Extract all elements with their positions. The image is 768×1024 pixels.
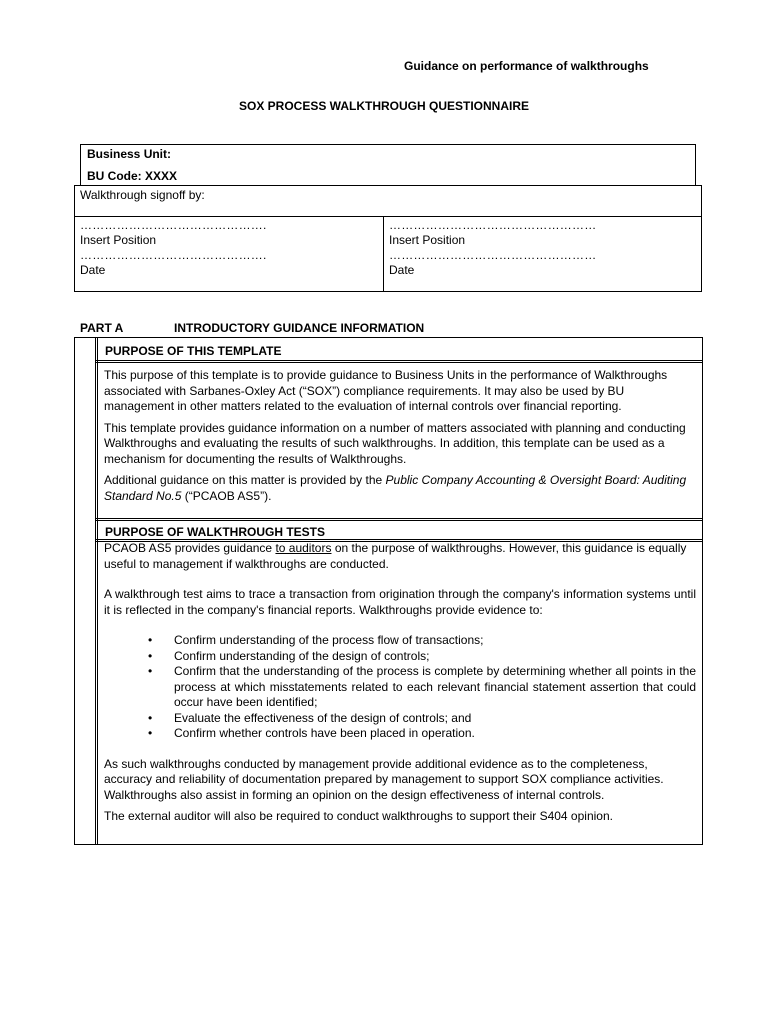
signature-line: …………………………………………… <box>389 218 597 232</box>
position-label: Insert Position <box>389 233 466 247</box>
paragraph: A walkthrough test aims to trace a transaction from origination through the company's information systems until it is reflected in the company's financial reports. Walkthroughs provide evidence to: <box>104 587 696 617</box>
paragraph <box>104 541 696 572</box>
paragraph: As such walkthroughs conducted by management provide additional evidence as to the completeness, accuracy and reliability of documentation prepared by management to support SOX compliance activities. Walkthroughs also assist in forming an opinion on the design effectiveness of internal controls. <box>104 756 664 802</box>
list-item <box>104 664 696 711</box>
part-title: INTRODUCTORY GUIDANCE INFORMATION <box>174 321 425 335</box>
position-label: Insert Position <box>80 233 157 247</box>
signature-line: ………………………………………. <box>80 248 267 262</box>
paragraph: The external auditor will also be required to conduct walkthroughs to support their S404 opinion. <box>104 809 613 823</box>
section-body <box>104 541 696 825</box>
standard-citation: Public Company Accounting & Oversight Board: Auditing Standard No.5 <box>104 473 687 503</box>
bullet-icon: • <box>148 726 153 740</box>
list-item-text: Confirm understanding of the process flow of transactions; <box>174 633 484 647</box>
table-divider <box>383 216 384 292</box>
document-header: Guidance on performance of walkthroughs <box>404 59 649 73</box>
guidance-table <box>74 337 703 845</box>
signoff-label: Walkthrough signoff by: <box>80 188 205 202</box>
signature-line: …………………………………………… <box>389 248 597 262</box>
page-title: SOX PROCESS WALKTHROUGH QUESTIONNAIRE <box>238 99 530 113</box>
paragraph-text: PCAOB AS5 provides guidance <box>104 541 276 555</box>
paragraph-text: Additional guidance on this matter is provided by the <box>104 473 386 487</box>
list-item-text: Confirm understanding of the design of controls; <box>174 648 430 663</box>
bullet-icon: • <box>148 648 153 663</box>
list-item <box>104 649 696 665</box>
section-body <box>104 368 696 510</box>
business-unit-label: Business Unit: <box>87 147 172 161</box>
bu-code-label: BU Code: XXXX <box>87 169 178 183</box>
list-item <box>104 633 696 649</box>
list-item <box>104 726 696 742</box>
table-divider <box>95 360 702 363</box>
underlined-text: to auditors <box>275 541 332 555</box>
table-divider <box>95 338 98 844</box>
bullet-icon: • <box>148 710 153 725</box>
section-heading: PURPOSE OF WALKTHROUGH TESTS <box>105 525 326 539</box>
bullet-list <box>104 633 696 742</box>
signature-line: ………………………………………. <box>80 218 267 232</box>
signoff-table <box>74 185 702 292</box>
date-label: Date <box>389 263 415 277</box>
list-item-text: Confirm whether controls have been placed in operation. <box>174 726 475 740</box>
paragraph: This template provides guidance information on a number of matters associated with planning and conducting Walkthroughs and evaluating the results of such walkthroughs. In addition, this template can be used as a mechanism for documenting the results of Walkthroughs. <box>104 420 686 466</box>
bullet-icon: • <box>148 633 153 647</box>
signoff-right-cell <box>389 218 689 278</box>
date-label: Date <box>80 263 106 277</box>
list-item <box>104 711 696 727</box>
paragraph: This purpose of this template is to provide guidance to Business Units in the performance of Walkthroughs associated with Sarbanes-Oxley Act (“SOX”) compliance requirements. It may also be used by BU management in other matters related to the evaluation of internal controls over financial reporting. <box>104 368 668 413</box>
paragraph-text: on the purpose of walkthroughs. However, this guidance is equally useful to management if walkthroughs are conducted. <box>104 541 687 571</box>
table-divider <box>75 216 701 217</box>
signoff-left-cell <box>80 218 380 278</box>
table-divider <box>95 518 702 521</box>
paragraph <box>104 473 696 504</box>
paragraph-text: (“PCAOB AS5”). <box>181 488 272 503</box>
section-heading: PURPOSE OF THIS TEMPLATE <box>105 344 282 358</box>
list-item-text: Evaluate the effectiveness of the design of controls; and <box>174 710 472 725</box>
part-label: PART A <box>80 321 124 335</box>
bullet-icon: • <box>148 664 153 678</box>
list-item-text: Confirm that the understanding of the process is complete by determining whether all points in the process at which misstatements related to each relevant financial statement assertion that could occur have been identified; <box>174 664 696 709</box>
business-unit-box <box>80 144 696 186</box>
